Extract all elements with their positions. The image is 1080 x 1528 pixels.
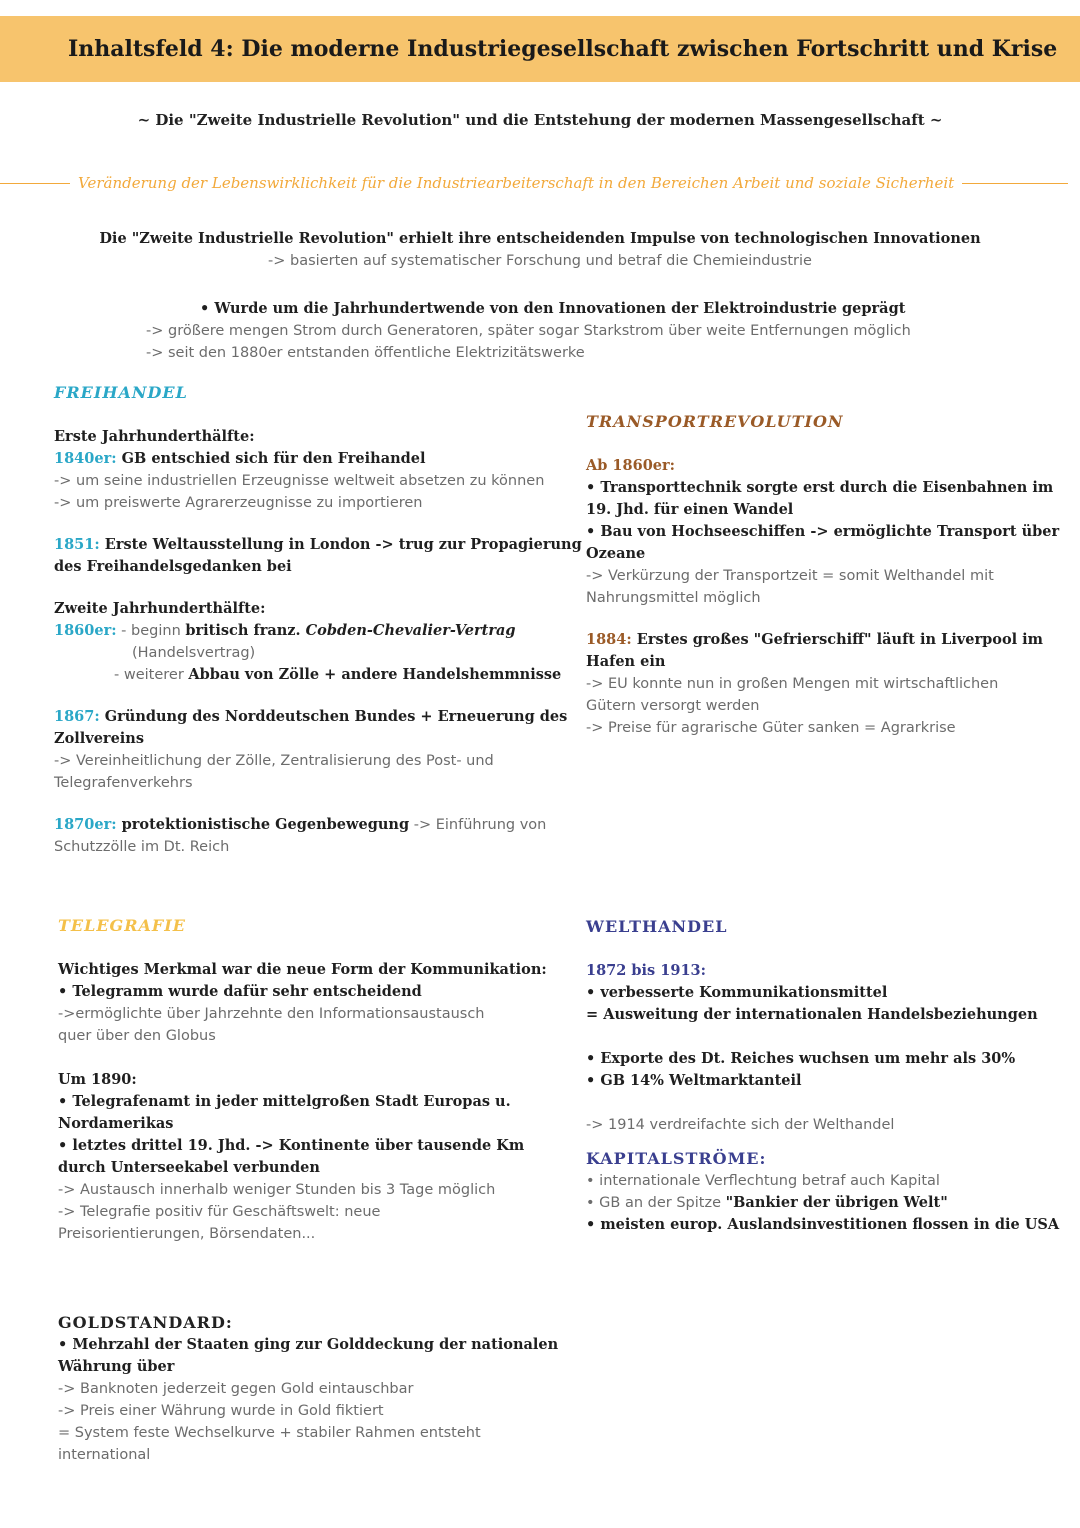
- transport-bullet-1b: 19. Jhd. für einen Wandel: [586, 501, 794, 518]
- telegrafie-note-4: -> Telegrafie positiv für Geschäftswelt: neue: [58, 1204, 381, 1220]
- goldstandard-section: [58, 1312, 578, 1466]
- welthandel-section: [586, 916, 1060, 1236]
- gold-note-4: international: [58, 1447, 151, 1463]
- freihandel-note-1: -> um seine industriellen Erzeugnisse weltweit absetzen zu können: [54, 473, 545, 489]
- welthandel-bullet-2: • Exporte des Dt. Reiches wuchsen um mehr als 30%: [586, 1050, 1016, 1067]
- telegrafie-bullet-2b: Nordamerikas: [58, 1115, 174, 1132]
- telegrafie-heading: TELEGRAFIE: [58, 916, 186, 935]
- transport-note-2: Nahrungsmittel möglich: [586, 590, 761, 606]
- telegrafie-note-3: -> Austausch innerhalb weniger Stunden bis 3 Tage möglich: [58, 1182, 496, 1198]
- intro-p2-sub1: -> größere mengen Strom durch Generatoren, später sogar Starkstrom über weite Entfernungen möglich: [146, 323, 911, 339]
- text-1840: GB entschied sich für den Freihandel: [116, 450, 426, 467]
- text-1851a: Erste Weltausstellung in London -> trug zur Propagierung: [99, 536, 582, 553]
- transport-bullet-2a: • Bau von Hochseeschiffen -> ermöglichte Transport über: [586, 523, 1060, 540]
- freihandel-heading: FREIHANDEL: [54, 383, 188, 402]
- second-half-label: Zweite Jahrhunderthälfte:: [54, 600, 266, 617]
- welthandel-note-1: -> 1914 verdreifachte sich der Welthandel: [586, 1117, 895, 1133]
- transport-year-1860: Ab 1860er:: [586, 457, 676, 474]
- section-divider: [0, 170, 1080, 196]
- welthandel-bullet-3: • GB 14% Weltmarktanteil: [586, 1072, 802, 1089]
- kapital-bullet-3: • meisten europ. Auslandsinvestitionen flossen in die USA: [586, 1216, 1060, 1233]
- text-1860-bold2: Abbau von Zölle + andere Handelshemmnisse: [188, 666, 562, 683]
- first-half-label: Erste Jahrhunderthälfte:: [54, 428, 255, 445]
- divider-line-right: [962, 183, 1068, 184]
- telegrafie-note-1: ->ermöglichte über Jahrzehnte den Informationsaustausch: [58, 1006, 485, 1022]
- welthandel-bullet-1b: = Ausweitung der internationalen Handelsbeziehungen: [586, 1006, 1038, 1023]
- text-1867a: Gründung des Norddeutschen Bundes + Erneuerung des: [99, 708, 568, 725]
- kapital-bullet-2-bold: "Bankier der übrigen Welt": [725, 1194, 948, 1211]
- intro-p1-main: Die "Zweite Industrielle Revolution" erhielt ihre entscheidenden Impulse von technologischen Innovationen: [99, 230, 981, 247]
- year-1860: 1860er:: [54, 622, 117, 639]
- freihandel-note-4: Telegrafenverkehrs: [54, 775, 193, 791]
- page-subtitle: ~ Die "Zweite Industrielle Revolution" und die Entstehung der modernen Massengesellschaft ~: [137, 111, 943, 129]
- telegrafie-note-2: quer über den Globus: [58, 1028, 216, 1044]
- telegrafie-intro: Wichtiges Merkmal war die neue Form der Kommunikation:: [58, 961, 547, 978]
- text-1860-bold: britisch franz.: [185, 622, 306, 639]
- page-title: Inhaltsfeld 4: Die moderne Industriegesellschaft zwischen Fortschritt und Krise: [68, 36, 1058, 62]
- gold-note-2: -> Preis einer Währung wurde in Gold fiktiert: [58, 1403, 384, 1419]
- year-1840: 1840er:: [54, 450, 117, 467]
- text-1851b: des Freihandelsgedanken bei: [54, 558, 292, 575]
- text-1860-pre: - beginn: [116, 623, 186, 639]
- intro-p2-sub2: -> seit den 1880er entstanden öffentliche Elektrizitätswerke: [146, 345, 585, 361]
- intro-paragraph-1: [0, 228, 1080, 272]
- transport-section: [586, 411, 1060, 739]
- text-1860-pre2: - weiterer: [114, 667, 189, 683]
- telegrafie-bullet-2a: • Telegrafenamt in jeder mittelgroßen Stadt Europas u.: [58, 1093, 511, 1110]
- transport-note-3: -> EU konnte nun in großen Mengen mit wirtschaftlichen: [586, 676, 999, 692]
- telegrafie-year-1890: Um 1890:: [58, 1071, 137, 1088]
- transport-note-5: -> Preise für agrarische Güter sanken = Agrarkrise: [586, 720, 956, 736]
- welthandel-heading: WELTHANDEL: [586, 917, 728, 936]
- transport-note-4: Gütern versorgt werden: [586, 698, 760, 714]
- kapital-bullet-2-pre: • GB an der Spitze: [586, 1195, 726, 1211]
- year-1851: 1851:: [54, 536, 100, 553]
- telegrafie-bullet-3a: • letztes drittel 19. Jhd. -> Kontinente über tausende Km: [58, 1137, 525, 1154]
- gold-note-3: = System feste Wechselkurve + stabiler Rahmen entsteht: [58, 1425, 481, 1441]
- text-1860-paren: (Handelsvertrag): [132, 645, 256, 661]
- goldstandard-heading: GOLDSTANDARD:: [58, 1313, 233, 1332]
- freihandel-note-3: -> Vereinheitlichung der Zölle, Zentralisierung des Post- und: [54, 753, 494, 769]
- intro-paragraph-2: [146, 298, 911, 364]
- year-1867: 1867:: [54, 708, 100, 725]
- telegrafie-bullet-1: • Telegramm wurde dafür sehr entscheidend: [58, 983, 422, 1000]
- text-1867b: Zollvereins: [54, 730, 145, 747]
- kapital-bullet-1: • internationale Verflechtung betraf auch Kapital: [586, 1173, 940, 1189]
- intro-p1-sub: -> basierten auf systematischer Forschung und betraf die Chemieindustrie: [268, 253, 812, 269]
- kapital-heading: KAPITALSTRÖME:: [586, 1149, 767, 1168]
- text-1870-rest: -> Einführung von: [409, 817, 547, 833]
- freihandel-section: [54, 382, 582, 858]
- title-banner: [0, 16, 1080, 82]
- telegrafie-bullet-3b: durch Unterseekabel verbunden: [58, 1159, 320, 1176]
- transport-heading: TRANSPORTREVOLUTION: [586, 412, 844, 431]
- section-heading: Veränderung der Lebenswirklichkeit für die Industriearbeiterschaft in den Bereichen Arbeit und soziale Sicherheit: [78, 174, 955, 192]
- text-1860-italic: Cobden-Chevalier-Vertrag: [305, 622, 516, 639]
- transport-bullet-1a: • Transporttechnik sorgte erst durch die Eisenbahnen im: [586, 479, 1054, 496]
- welthandel-years: 1872 bis 1913:: [586, 962, 706, 979]
- gold-bullet-1a: • Mehrzahl der Staaten ging zur Golddeckung der nationalen: [58, 1336, 559, 1353]
- transport-1884b: Hafen ein: [586, 653, 666, 670]
- transport-note-1: -> Verkürzung der Transportzeit = somit Welthandel mit: [586, 568, 994, 584]
- transport-bullet-2b: Ozeane: [586, 545, 646, 562]
- divider-line-left: [0, 183, 70, 184]
- text-1870-bold: protektionistische Gegenbewegung: [116, 816, 410, 833]
- year-1870: 1870er:: [54, 816, 117, 833]
- intro-p2-main: • Wurde um die Jahrhundertwende von den Innovationen der Elektroindustrie geprägt: [200, 300, 906, 317]
- telegrafie-note-5: Preisorientierungen, Börsendaten...: [58, 1226, 316, 1242]
- transport-year-1884: 1884:: [586, 631, 632, 648]
- gold-bullet-1b: Währung über: [58, 1358, 175, 1375]
- freihandel-note-2: -> um preiswerte Agrarerzeugnisse zu importieren: [54, 495, 423, 511]
- gold-note-1: -> Banknoten jederzeit gegen Gold eintauschbar: [58, 1381, 414, 1397]
- welthandel-bullet-1: • verbesserte Kommunikationsmittel: [586, 984, 888, 1001]
- transport-1884a: Erstes großes "Gefrierschiff" läuft in Liverpool im: [631, 631, 1044, 648]
- telegrafie-section: [58, 915, 558, 1245]
- freihandel-note-5: Schutzzölle im Dt. Reich: [54, 839, 230, 855]
